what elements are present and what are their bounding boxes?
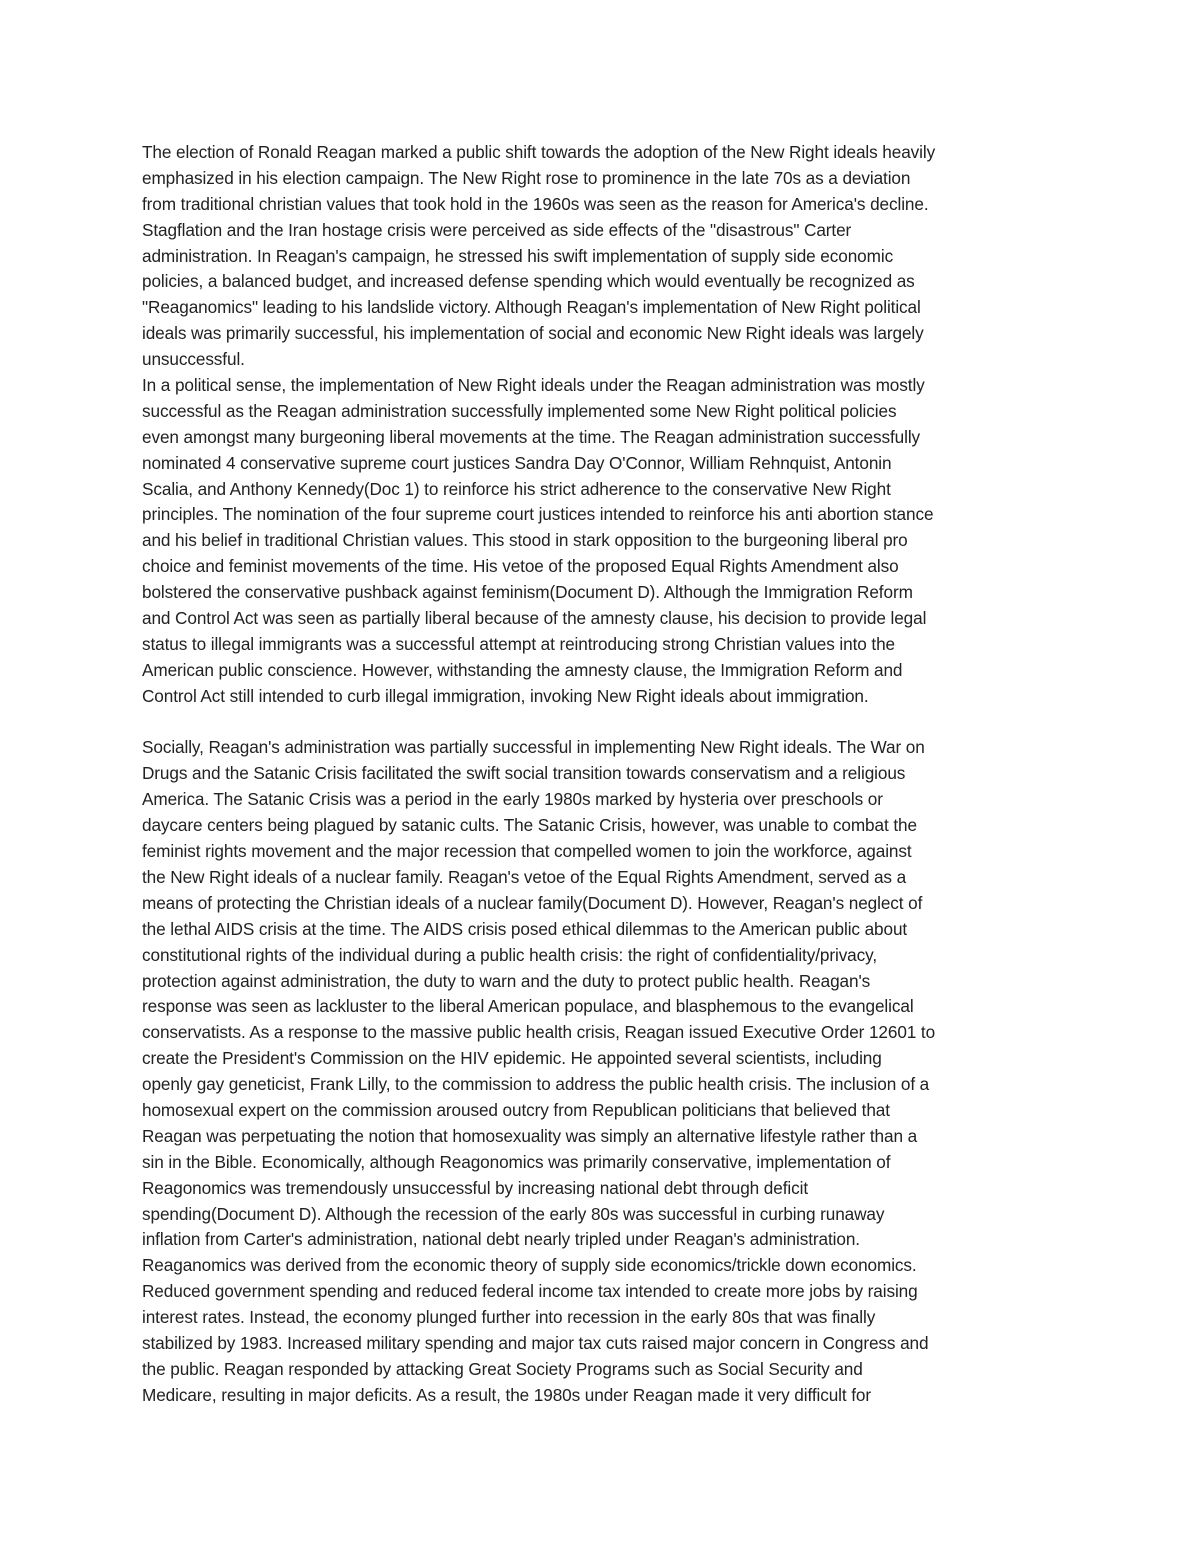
- text-line: The election of Ronald Reagan marked a public shift towards the adoption of the New Right ideals heavily: [142, 142, 936, 162]
- text-line: emphasized in his election campaign. The New Right rose to prominence in the late 70s as a deviation: [142, 167, 911, 188]
- text-line: from traditional christian values that took hold in the 1960s was seen as the reason for America's decline.: [142, 193, 929, 214]
- text-line: American public conscience. However, withstanding the amnesty clause, the Immigration Reform and: [142, 659, 903, 680]
- text-line: Reagonomics was tremendously unsuccessful by increasing national debt through deficit: [142, 1177, 809, 1198]
- text-line: status to illegal immigrants was a successful attempt at reintroducing strong Christian values into the: [142, 633, 895, 654]
- text-line: Control Act still intended to curb illegal immigration, invoking New Right ideals about immigration.: [142, 685, 869, 706]
- text-line: homosexual expert on the commission aroused outcry from Republican politicians that believed that: [142, 1099, 890, 1120]
- text-line: means of protecting the Christian ideals of a nuclear family(Document D). However, Reagan's neglect of: [142, 892, 923, 913]
- document-body: [142, 140, 1067, 1409]
- text-line: create the President's Commission on the HIV epidemic. He appointed several scientists, including: [142, 1048, 882, 1069]
- text-line: bolstered the conservative pushback against feminism(Document D). Although the Immigration Reform: [142, 582, 913, 603]
- text-line: Stagflation and the Iran hostage crisis were perceived as side effects of the "disastrous" Carter: [142, 219, 852, 240]
- text-line: conservatists. As a response to the massive public health crisis, Reagan issued Executive Order 12601 to: [142, 1022, 936, 1043]
- text-line: feminist rights movement and the major recession that compelled women to join the workforce, against: [142, 841, 912, 862]
- text-line: Scalia, and Anthony Kennedy(Doc 1) to reinforce his strict adherence to the conservative New Right: [142, 478, 891, 499]
- text-line: policies, a balanced budget, and increased defense spending which would eventually be recognized as: [142, 271, 915, 292]
- text-line: unsuccessful.: [142, 349, 245, 370]
- text-line: openly gay geneticist, Frank Lilly, to the commission to address the public health crisis. The inclusion of a: [142, 1074, 930, 1095]
- text-line: and Control Act was seen as partially liberal because of the amnesty clause, his decision to provide legal: [142, 608, 927, 629]
- text-line: Drugs and the Satanic Crisis facilitated the swift social transition towards conservatism and a religious: [142, 763, 906, 784]
- text-line: ideals was primarily successful, his implementation of social and economic New Right ideals was largely: [142, 323, 924, 344]
- text-line: successful as the Reagan administration successfully implemented some New Right political policies: [142, 400, 897, 421]
- paragraph-political: [142, 373, 1067, 710]
- text-line: daycare centers being plagued by satanic cults. The Satanic Crisis, however, was unable to combat the: [142, 815, 917, 836]
- text-line: spending(Document D). Although the recession of the early 80s was successful in curbing runaway: [142, 1203, 885, 1224]
- text-line: Reaganomics was derived from the economic theory of supply side economics/trickle down economics.: [142, 1255, 917, 1276]
- text-line: Reagan was perpetuating the notion that homosexuality was simply an alternative lifestyle rather than a: [142, 1125, 918, 1146]
- text-line: the public. Reagan responded by attacking Great Society Programs such as Social Security and: [142, 1358, 863, 1379]
- text-line: Reduced government spending and reduced federal income tax intended to create more jobs by raising: [142, 1281, 918, 1302]
- text-line: the lethal AIDS crisis at the time. The AIDS crisis posed ethical dilemmas to the American public about: [142, 918, 908, 939]
- text-line: principles. The nomination of the four supreme court justices intended to reinforce his anti abortion stance: [142, 504, 934, 525]
- text-line: choice and feminist movements of the time. His vetoe of the proposed Equal Rights Amendment also: [142, 556, 899, 577]
- text-line: administration. In Reagan's campaign, he stressed his swift implementation of supply side economic: [142, 245, 894, 266]
- paragraph-spacer: [142, 710, 1067, 736]
- text-line: response was seen as lackluster to the liberal American populace, and blasphemous to the evangelical: [142, 996, 914, 1017]
- text-line: In a political sense, the implementation of New Right ideals under the Reagan administration was mostly: [142, 375, 925, 396]
- text-line: nominated 4 conservative supreme court justices Sandra Day O'Connor, William Rehnquist, Antonin: [142, 452, 892, 473]
- text-line: protection against administration, the duty to warn and the duty to protect public health. Reagan's: [142, 970, 871, 991]
- text-line: and his belief in traditional Christian values. This stood in stark opposition to the burgeoning liberal pro: [142, 530, 908, 551]
- text-line: the New Right ideals of a nuclear family. Reagan's vetoe of the Equal Rights Amendment, served as a: [142, 866, 907, 887]
- text-line: stabilized by 1983. Increased military spending and major tax cuts raised major concern in Congress and: [142, 1332, 929, 1353]
- text-line: even amongst many burgeoning liberal movements at the time. The Reagan administration successfully: [142, 426, 921, 447]
- text-line: constitutional rights of the individual during a public health crisis: the right of confidentiality/privacy,: [142, 944, 878, 965]
- text-line: inflation from Carter's administration, national debt nearly tripled under Reagan's administration.: [142, 1229, 860, 1250]
- text-line: interest rates. Instead, the economy plunged further into recession in the early 80s that was finally: [142, 1307, 876, 1328]
- text-line: America. The Satanic Crisis was a period in the early 1980s marked by hysteria over preschools or: [142, 789, 883, 810]
- text-line: Socially, Reagan's administration was partially successful in implementing New Right ideals. The War on: [142, 737, 925, 758]
- paragraph-introduction: [142, 140, 1067, 373]
- text-line: Medicare, resulting in major deficits. As a result, the 1980s under Reagan made it very difficult for: [142, 1384, 872, 1405]
- paragraph-social-economic: [142, 735, 1067, 1408]
- text-line: "Reaganomics" leading to his landslide victory. Although Reagan's implementation of New Right political: [142, 297, 921, 318]
- text-line: sin in the Bible. Economically, although Reagonomics was primarily conservative, implementation of: [142, 1151, 891, 1172]
